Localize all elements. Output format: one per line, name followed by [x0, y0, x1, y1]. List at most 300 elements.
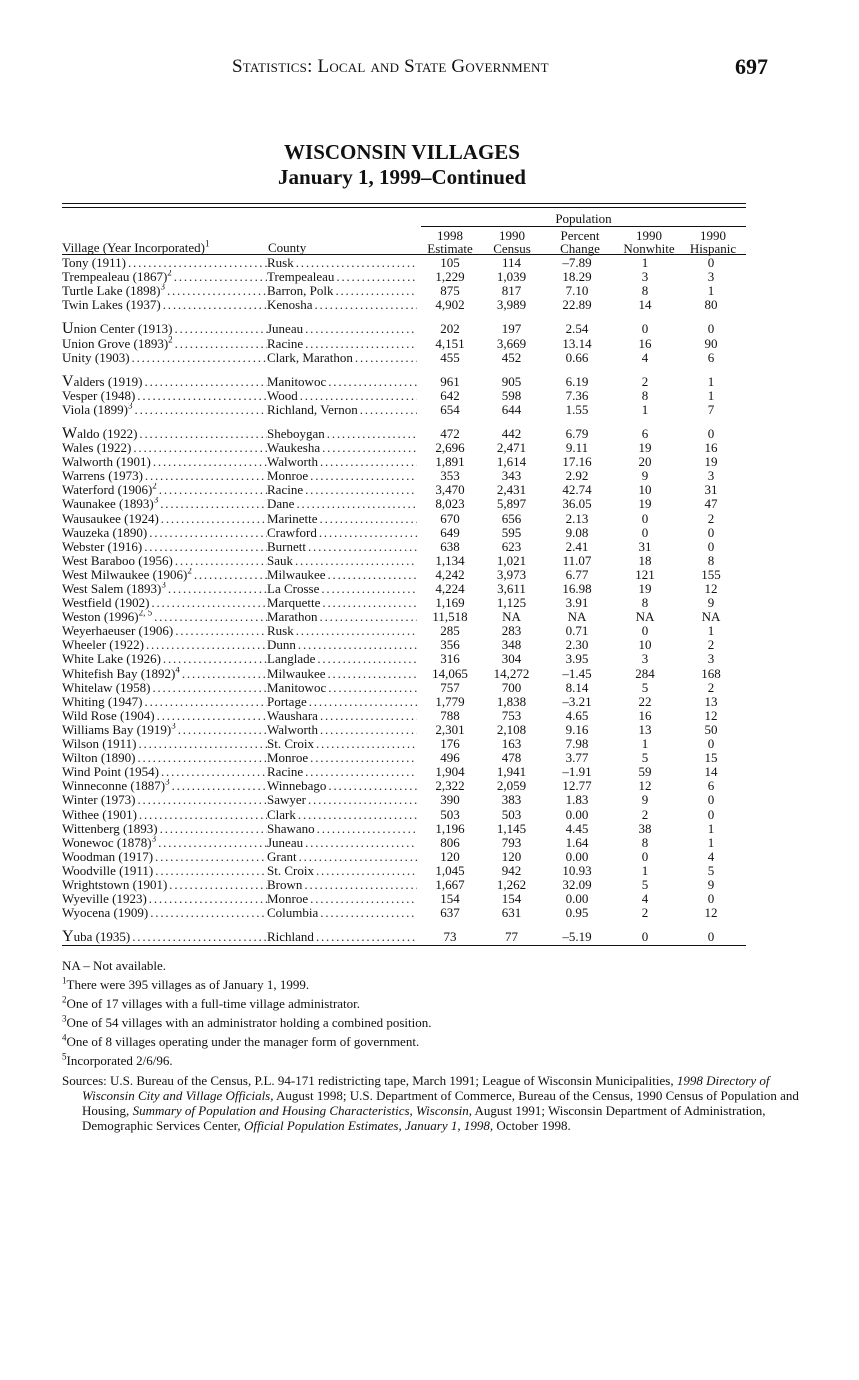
- nonwhite-cell: 20: [638, 455, 652, 470]
- nonwhite-cell: 9: [641, 469, 649, 484]
- village-name-text: Wauzeka (1890): [62, 525, 148, 540]
- hispanic-cell: 4: [707, 849, 715, 864]
- dot-leader: [175, 337, 267, 351]
- footnote-na: NA – Not available.: [62, 958, 166, 973]
- county-name: Waushara: [267, 708, 318, 723]
- estimate-cell: 4,902: [435, 298, 465, 313]
- estimate-cell: 316: [440, 652, 460, 667]
- village-name: [62, 723, 176, 737]
- percent-change-cell: –1.91: [562, 765, 592, 780]
- dot-leader: [320, 610, 417, 624]
- census-cell: 817: [501, 284, 522, 299]
- dot-leader: [296, 256, 417, 270]
- footnote-1-mark: 1: [62, 975, 67, 986]
- nonwhite-column-header: [617, 229, 681, 255]
- village-name: [62, 497, 158, 511]
- footnote-2: [62, 994, 782, 1013]
- table-row: [62, 270, 746, 284]
- census-cell: 942: [501, 863, 522, 878]
- population-rule: [421, 226, 746, 227]
- village-name: [62, 526, 147, 540]
- nonwhite-cell: 19: [638, 497, 652, 512]
- percent-change-cell: 6.77: [565, 567, 589, 582]
- nonwhite-cell: 16: [638, 336, 652, 351]
- village-name-text: Wheeler (1922): [62, 638, 144, 653]
- percent-change-cell: 0.71: [565, 624, 589, 639]
- village-cell: [62, 681, 267, 695]
- village-name: [62, 793, 135, 807]
- estimate-cell: 649: [440, 525, 460, 540]
- county-cell: [267, 351, 417, 365]
- table-row: [62, 365, 746, 389]
- county-cell: [267, 737, 417, 751]
- county-cell: [267, 497, 417, 511]
- estimate-cell: 757: [440, 680, 460, 695]
- nonwhite-cell: 1: [641, 402, 649, 417]
- census-cell: 700: [501, 680, 522, 695]
- estimate-header-line2: Estimate: [427, 241, 473, 256]
- hispanic-cell: 0: [707, 793, 715, 808]
- table-row: [62, 455, 746, 469]
- dot-leader: [194, 568, 267, 582]
- footnote-ref: 3: [161, 581, 166, 590]
- estimate-cell: 356: [440, 638, 460, 653]
- village-name: [62, 751, 136, 765]
- percent-change-cell: 22.89: [562, 298, 592, 313]
- census-cell: 478: [501, 751, 522, 766]
- dot-leader: [355, 351, 417, 365]
- table-row: [62, 336, 746, 350]
- village-cell: [62, 709, 267, 723]
- dot-leader: [178, 723, 267, 737]
- footnote-ref: 3: [128, 402, 133, 411]
- table-row: [62, 695, 746, 709]
- hispanic-cell: 0: [707, 892, 715, 907]
- nonwhite-cell: 0: [641, 525, 649, 540]
- county-name: Racine: [267, 765, 304, 780]
- estimate-cell: 1,667: [435, 877, 465, 892]
- dot-leader: [163, 652, 267, 666]
- county-name: Milwaukee: [267, 666, 326, 681]
- county-name: Trempealeau: [267, 270, 335, 285]
- initial-letter: V: [62, 372, 74, 389]
- county-cell: [267, 596, 417, 610]
- percent-header-line1: Percent: [560, 228, 600, 243]
- table-row: [62, 751, 746, 765]
- dot-leader: [336, 270, 417, 284]
- hispanic-cell: 9: [707, 877, 715, 892]
- village-name-text: Union Center (1913): [62, 320, 173, 337]
- village-name-text: Union Grove (1893): [62, 336, 169, 351]
- estimate-cell: 4,242: [435, 567, 465, 582]
- estimate-cell: 638: [440, 539, 460, 554]
- village-cell: [62, 920, 267, 944]
- nonwhite-header-line2: Nonwhite: [623, 241, 675, 256]
- village-name-text: Warrens (1973): [62, 469, 143, 484]
- village-name: [62, 930, 130, 944]
- nonwhite-cell: 38: [638, 821, 652, 836]
- census-cell: 3,989: [496, 298, 527, 313]
- village-cell: [62, 256, 267, 270]
- village-name-text: Williams Bay (1919): [62, 722, 172, 737]
- village-name: [62, 483, 157, 497]
- village-name-text: Waterford (1906): [62, 483, 153, 498]
- nonwhite-cell: 9: [641, 793, 649, 808]
- dot-leader: [310, 469, 417, 483]
- hispanic-cell: 1: [707, 373, 715, 389]
- percent-change-cell: 10.93: [562, 863, 592, 878]
- initial-letter: Y: [62, 928, 74, 945]
- village-name-text: Whitelaw (1958): [62, 680, 151, 695]
- county-cell: [267, 512, 417, 526]
- village-cell: [62, 417, 267, 441]
- population-group-label: Population: [555, 211, 612, 226]
- county-name: Crawford: [267, 525, 317, 540]
- village-name-text: Wind Point (1954): [62, 765, 159, 780]
- dot-leader: [152, 681, 267, 695]
- nonwhite-cell: 121: [635, 567, 655, 582]
- dot-leader: [145, 469, 267, 483]
- hispanic-cell: 80: [704, 298, 718, 313]
- dot-leader: [163, 298, 267, 312]
- hispanic-cell: 19: [704, 455, 718, 470]
- village-name: [62, 638, 144, 652]
- table-row: [62, 298, 746, 312]
- percent-change-cell: 18.29: [562, 270, 592, 285]
- county-cell: [267, 864, 417, 878]
- county-cell: [267, 312, 417, 336]
- county-name: Juneau: [267, 835, 304, 850]
- hispanic-cell: 1: [707, 388, 715, 403]
- village-name-text: Wrightstown (1901): [62, 877, 168, 892]
- dot-leader: [138, 751, 268, 765]
- estimate-cell: 1,045: [435, 863, 465, 878]
- village-name: [62, 624, 173, 638]
- estimate-cell: 11,518: [432, 610, 468, 625]
- village-name-text: West Milwaukee (1906): [62, 567, 188, 582]
- county-cell: [267, 807, 417, 821]
- percent-change-cell: –5.19: [562, 929, 592, 945]
- percent-change-cell: 12.77: [562, 779, 592, 794]
- percent-change-cell: 42.74: [562, 483, 592, 498]
- county-name: Langlade: [267, 652, 316, 667]
- village-name: [62, 878, 167, 892]
- nonwhite-cell: 3: [641, 652, 649, 667]
- nonwhite-cell: 0: [641, 321, 649, 337]
- census-cell: 383: [501, 793, 522, 808]
- village-name: [62, 455, 151, 469]
- table-row: [62, 807, 746, 821]
- village-cell: [62, 610, 267, 624]
- nonwhite-cell: 2: [641, 807, 649, 822]
- county-cell: [267, 652, 417, 666]
- dot-leader: [144, 540, 267, 554]
- estimate-cell: 670: [440, 511, 460, 526]
- census-cell: 1,021: [496, 553, 527, 568]
- census-cell: 905: [501, 373, 522, 389]
- hispanic-cell: 6: [707, 779, 715, 794]
- villages-table-body: [62, 256, 746, 944]
- census-column-header: [484, 229, 540, 255]
- nonwhite-cell: 284: [635, 666, 655, 681]
- table-row: [62, 512, 746, 526]
- county-cell: [267, 365, 417, 389]
- estimate-cell: 1,196: [435, 821, 465, 836]
- county-cell: [267, 469, 417, 483]
- county-name: Richland: [267, 929, 314, 945]
- county-name: Monroe: [267, 892, 309, 907]
- header-rule: [62, 254, 746, 255]
- village-cell: [62, 906, 267, 920]
- dot-leader: [160, 497, 267, 511]
- hispanic-cell: 0: [707, 807, 715, 822]
- county-cell: [267, 793, 417, 807]
- county-name: Barron, Polk: [267, 284, 334, 299]
- percent-change-cell: 6.79: [565, 425, 589, 441]
- county-cell: [267, 765, 417, 779]
- village-name-text: Webster (1916): [62, 539, 143, 554]
- village-name: [62, 737, 136, 751]
- percent-change-cell: 6.19: [565, 373, 589, 389]
- hispanic-cell: 12: [704, 708, 718, 723]
- footnote-ref: 2, 5: [138, 610, 153, 618]
- village-name-text: Trempealeau (1867): [62, 270, 168, 285]
- dot-leader: [321, 582, 417, 596]
- census-cell: 623: [501, 539, 522, 554]
- nonwhite-cell: 5: [641, 680, 649, 695]
- village-name-text: Walworth (1901): [62, 455, 151, 470]
- nonwhite-cell: 1: [641, 863, 649, 878]
- table-row: [62, 822, 746, 836]
- census-cell: 1,145: [496, 821, 527, 836]
- county-name: Walworth: [267, 455, 318, 470]
- estimate-column-header: [418, 229, 482, 255]
- village-name: [62, 389, 135, 403]
- village-cell: [62, 455, 267, 469]
- villages-table: [62, 256, 746, 944]
- village-name-text: Winneconne (1887): [62, 779, 166, 794]
- village-name: [62, 298, 161, 312]
- village-name-text: Wonewoc (1878): [62, 835, 152, 850]
- footnote-4: [62, 1032, 782, 1051]
- village-name-text: Yuba (1935): [62, 928, 131, 945]
- village-name: [62, 667, 180, 681]
- dot-leader: [159, 483, 267, 497]
- dot-leader: [317, 822, 417, 836]
- nonwhite-cell: 10: [638, 638, 652, 653]
- table-row: [62, 878, 746, 892]
- dot-leader: [300, 389, 417, 403]
- census-cell: 14,272: [493, 666, 530, 681]
- estimate-cell: 202: [440, 321, 460, 337]
- hispanic-cell: 12: [704, 906, 718, 921]
- census-cell: 1,262: [496, 877, 527, 892]
- dot-leader: [295, 554, 417, 568]
- percent-change-cell: –7.89: [562, 256, 592, 271]
- census-cell: 503: [501, 807, 522, 822]
- census-cell: 3,973: [496, 567, 527, 582]
- nonwhite-cell: 12: [638, 779, 652, 794]
- dot-leader: [139, 427, 267, 441]
- county-name: Racine: [267, 483, 304, 498]
- village-name-text: Vesper (1948): [62, 388, 136, 403]
- nonwhite-cell: 2: [641, 373, 649, 389]
- percent-change-cell: 9.08: [565, 525, 589, 540]
- dot-leader: [310, 892, 417, 906]
- village-name: [62, 892, 147, 906]
- hispanic-cell: 155: [701, 567, 721, 582]
- estimate-cell: 8,023: [435, 497, 465, 512]
- village-name: [62, 469, 143, 483]
- village-cell: [62, 497, 267, 511]
- percent-change-cell: 1.64: [565, 835, 589, 850]
- percent-change-cell: 4.65: [565, 708, 589, 723]
- nonwhite-cell: 13: [638, 722, 652, 737]
- dot-leader: [327, 568, 417, 582]
- percent-change-cell: 0.66: [565, 350, 589, 365]
- hispanic-cell: 2: [707, 680, 715, 695]
- census-cell: 452: [501, 350, 522, 365]
- census-cell: 2,059: [496, 779, 527, 794]
- county-column-header: County: [268, 240, 307, 255]
- percent-change-cell: 0.00: [565, 807, 589, 822]
- county-cell: [267, 822, 417, 836]
- estimate-cell: 1,134: [435, 553, 465, 568]
- sources-note: [62, 1073, 802, 1133]
- estimate-cell: 4,224: [435, 581, 465, 597]
- dot-leader: [298, 808, 417, 822]
- estimate-cell: 1,169: [435, 596, 465, 611]
- dot-leader: [316, 864, 417, 878]
- village-name-text: West Salem (1893): [62, 581, 162, 597]
- village-cell: [62, 652, 267, 666]
- footnote-2-text: One of 17 villages with a full-time village administrator.: [66, 996, 361, 1011]
- county-cell: [267, 751, 417, 765]
- county-name: St. Croix: [267, 863, 314, 878]
- footnote-ref: 2: [152, 483, 157, 492]
- percent-change-cell: 17.16: [562, 455, 592, 470]
- dot-leader: [296, 497, 417, 511]
- census-cell: 5,897: [496, 497, 527, 512]
- county-cell: [267, 582, 417, 596]
- nonwhite-cell: 0: [641, 624, 649, 639]
- county-name: Manitowoc: [267, 680, 327, 695]
- hispanic-cell: 47: [704, 497, 718, 512]
- village-name-text: Wyocena (1909): [62, 906, 149, 921]
- village-cell: [62, 270, 267, 284]
- village-cell: [62, 403, 267, 417]
- table-row: [62, 709, 746, 723]
- hispanic-cell: 9: [707, 596, 715, 611]
- village-name: [62, 709, 155, 723]
- percent-change-cell: 32.09: [562, 877, 592, 892]
- village-name-text: Unity (1903): [62, 350, 130, 365]
- county-name: Monroe: [267, 469, 309, 484]
- initial-letter: U: [62, 320, 74, 337]
- table-row: [62, 540, 746, 554]
- table-row: [62, 652, 746, 666]
- sources-title-3: Official Population Estimates, January 1, 1998,: [243, 1118, 494, 1133]
- county-cell: [267, 836, 417, 850]
- sources-text-3: August 1991; Wisconsin Department of Administration, Demographic Services Center,: [82, 1103, 766, 1133]
- county-name: Sawyer: [267, 793, 306, 808]
- hispanic-cell: 14: [704, 765, 718, 780]
- census-cell: 598: [501, 388, 522, 403]
- estimate-cell: 73: [443, 929, 457, 945]
- village-name: [62, 836, 156, 850]
- village-name: [62, 808, 137, 822]
- dot-leader: [305, 322, 417, 336]
- percent-change-cell: 2.92: [565, 469, 589, 484]
- estimate-cell: 503: [440, 807, 460, 822]
- footnote-4-text: One of 8 villages operating under the manager form of government.: [66, 1034, 420, 1049]
- census-cell: 1,125: [496, 596, 527, 611]
- footnote-ref: 3: [165, 779, 170, 787]
- hispanic-cell: 0: [707, 929, 715, 945]
- village-cell: [62, 878, 267, 892]
- census-cell: 656: [501, 511, 522, 526]
- village-name: [62, 850, 153, 864]
- village-name-text: Twin Lakes (1937): [62, 298, 161, 313]
- estimate-cell: 2,696: [435, 441, 465, 456]
- village-name-text: Valders (1919): [62, 372, 143, 389]
- table-row: [62, 526, 746, 540]
- county-name: Columbia: [267, 906, 319, 921]
- percent-change-cell: 7.10: [565, 284, 589, 299]
- village-name-text: Weyerhaeuser (1906): [62, 624, 174, 639]
- dot-leader: [146, 638, 267, 652]
- village-name-text: Wilton (1890): [62, 751, 136, 766]
- county-cell: [267, 920, 417, 944]
- county-name: Milwaukee: [267, 567, 326, 582]
- hispanic-cell: 2: [707, 511, 715, 526]
- county-name: St. Croix: [267, 737, 314, 752]
- nonwhite-cell: 4: [641, 350, 649, 365]
- estimate-cell: 2,322: [435, 779, 465, 794]
- county-name: Wood: [267, 388, 298, 403]
- estimate-cell: 961: [440, 373, 460, 389]
- census-cell: 163: [501, 737, 522, 752]
- hispanic-cell: 15: [704, 751, 718, 766]
- dot-leader: [132, 351, 267, 365]
- nonwhite-cell: 1: [641, 737, 649, 752]
- footnote-5-mark: 5: [62, 1051, 67, 1062]
- percent-change-cell: 11.07: [562, 553, 592, 568]
- county-cell: [267, 906, 417, 920]
- table-title: [0, 140, 804, 190]
- nonwhite-cell: 8: [641, 388, 649, 403]
- dot-leader: [320, 455, 417, 469]
- hispanic-cell: 1: [707, 835, 715, 850]
- village-name-text: Withee (1901): [62, 807, 137, 822]
- village-cell: [62, 469, 267, 483]
- census-cell: 3,669: [496, 336, 527, 351]
- village-cell: [62, 284, 267, 298]
- table-row: [62, 483, 746, 497]
- dot-leader: [335, 284, 417, 298]
- nonwhite-cell: 10: [638, 483, 652, 498]
- table-row: [62, 610, 746, 624]
- top-rule: [62, 203, 746, 204]
- county-cell: [267, 284, 417, 298]
- dot-leader: [317, 652, 417, 666]
- hispanic-cell: 168: [701, 666, 721, 681]
- nonwhite-cell: 3: [641, 270, 649, 285]
- nonwhite-cell: 4: [641, 892, 649, 907]
- footnote-ref: 4: [175, 666, 180, 675]
- dot-leader: [308, 540, 417, 554]
- nonwhite-cell: 16: [638, 708, 652, 723]
